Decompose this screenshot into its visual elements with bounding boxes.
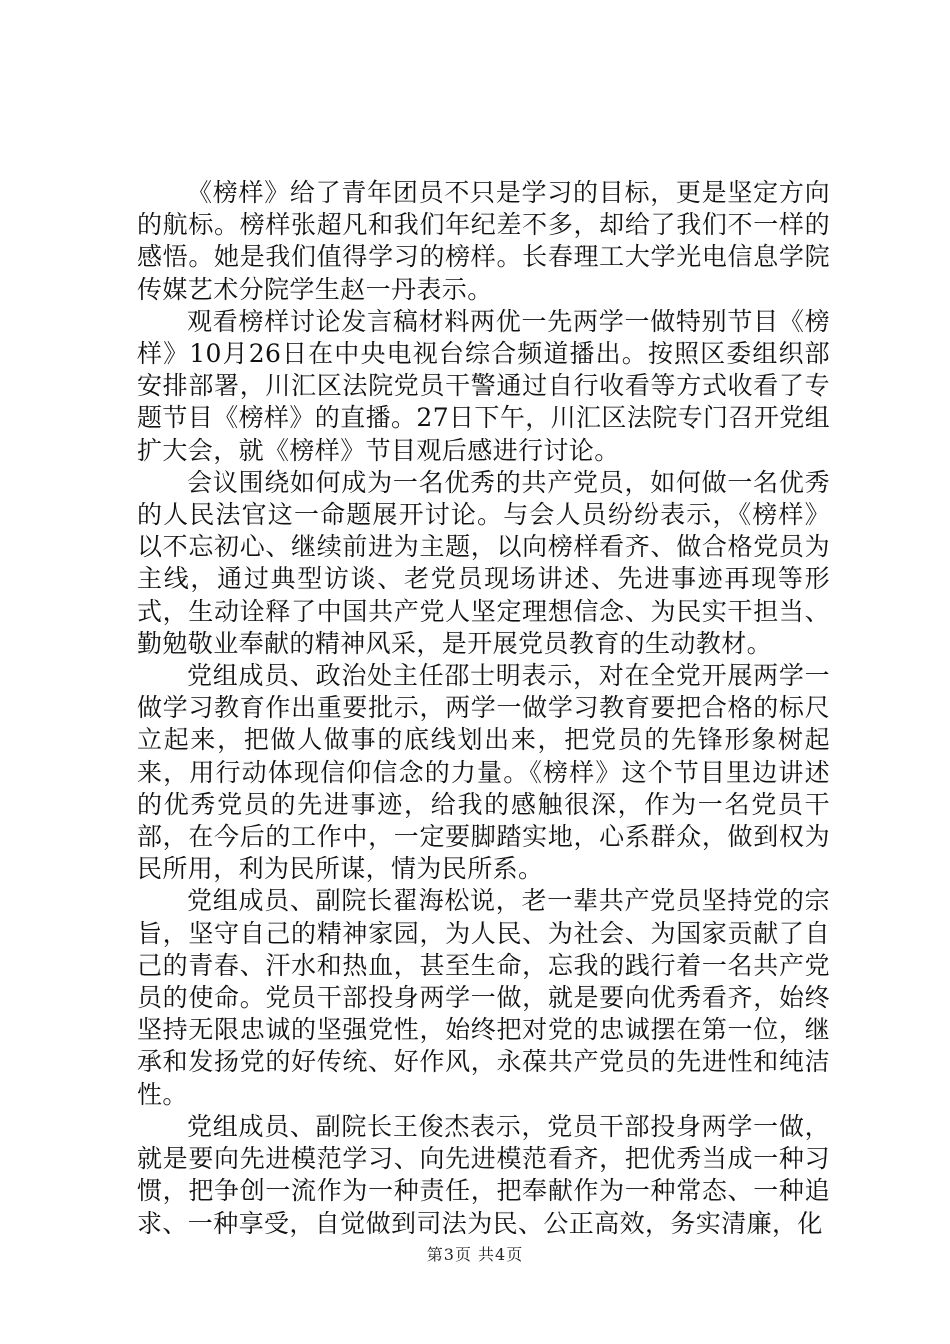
paragraph-1: 《榜样》给了青年团员不只是学习的目标，更是坚定方向的航标。榜样张超凡和我们年纪差不多，却给了我们不一样的感悟。她是我们值得学习的榜样。长春理工大学光电信息学院传媒艺术分院学生赵一丹表示。: [137, 178, 830, 304]
paragraph-4: 党组成员、政治处主任邵士明表示，对在全党开展两学一做学习教育作出重要批示，两学一做学习教育要把合格的标尺立起来，把做人做事的底线划出来，把党员的先锋形象树起来，用行动体现信仰信念的力量。《榜样》这个节目里边讲述的优秀党员的先进事迹，给我的感触很深，作为一名党员干部，在今后的工作中，一定要脚踏实地，心系群众，做到权为民所用，利为民所谋，情为民所系。: [137, 661, 830, 884]
paragraph-2: 观看榜样讨论发言稿材料两优一先两学一做特别节目《榜样》10月26日在中央电视台综合频道播出。按照区委组织部安排部署，川汇区法院党员干警通过自行收看等方式收看了专题节目《榜样》的直播。27日下午，川汇区法院专门召开党组扩大会，就《榜样》节目观后感进行讨论。: [137, 306, 831, 465]
paragraph-5: 党组成员、副院长翟海松说，老一辈共产党员坚持党的宗旨，坚守自己的精神家园，为人民、为社会、为国家贡献了自己的青春、汗水和热血，甚至生命，忘我的践行着一名共产党员的使命。党员干部投身两学一做，就是要向优秀看齐，始终坚持无限忠诚的坚强党性，始终把对党的忠诚摆在第一位，继承和发扬党的好传统、好作风，永葆共产党员的先进性和纯洁性。: [137, 886, 830, 1109]
document-body: [137, 177, 830, 1240]
paragraph-3: 会议围绕如何成为一名优秀的共产党员，如何做一名优秀的人民法官这一命题展开讨论。与会人员纷纷表示，《榜样》以不忘初心、继续前进为主题，以向榜样看齐、做合格党员为主线，通过典型访谈、老党员现场讲述、先进事迹再现等形式，生动诠释了中国共产党人坚定理想信念、为民实干担当、勤勉敬业奉献的精神风采，是开展党员教育的生动教材。: [137, 467, 830, 658]
page-number-footer: 第3页 共4页: [426, 1245, 524, 1264]
paragraph-6: 党组成员、副院长王俊杰表示，党员干部投身两学一做，就是要向先进模范学习、向先进模范看齐，把优秀当成一种习惯，把争创一流作为一种责任，把奉献作为一种常态、一种追求、一种享受，自觉做到司法为民、公正高效，务实清廉，化: [137, 1111, 830, 1238]
